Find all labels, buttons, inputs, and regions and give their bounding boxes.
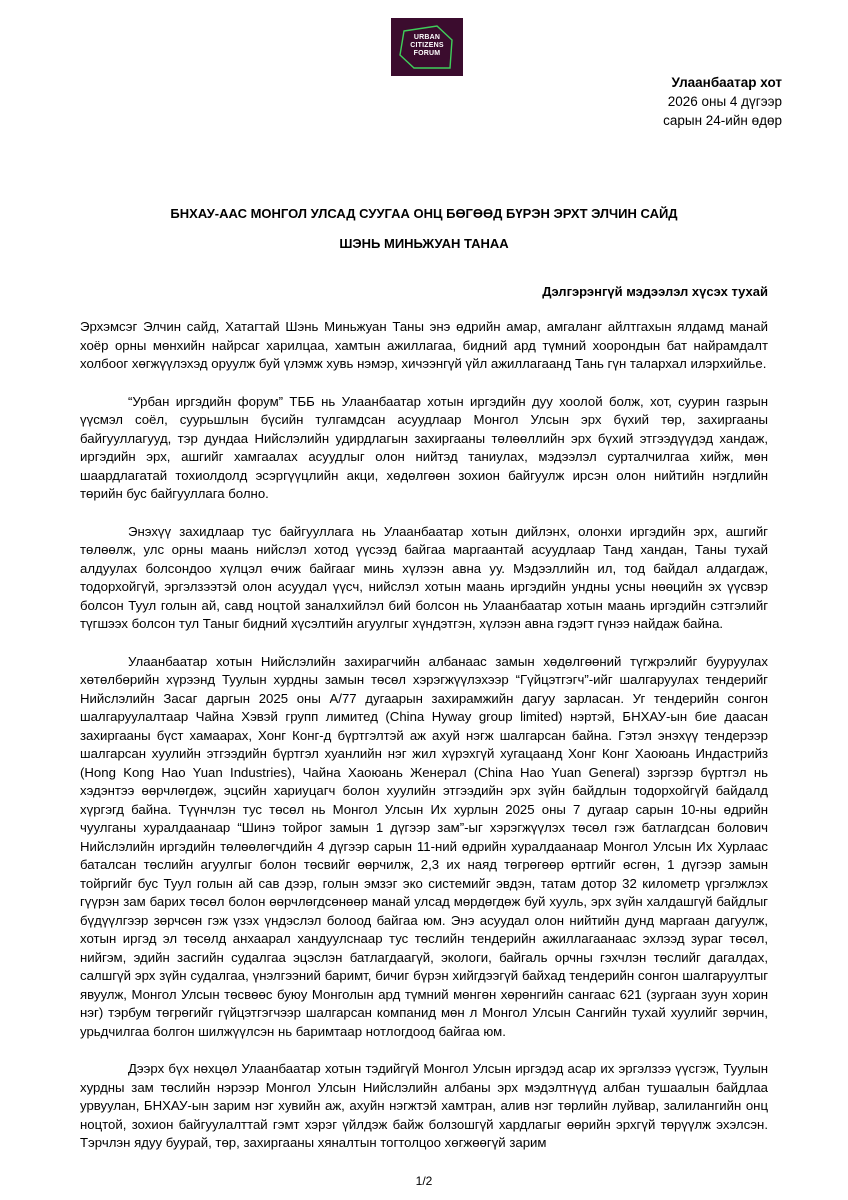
letter-subject: Дэлгэрэнгүй мэдээлэл хүсэх тухай bbox=[542, 284, 768, 299]
date-line-2: сарын 24-ийн өдөр bbox=[663, 113, 782, 128]
logo-text-line3: FORUM bbox=[413, 50, 441, 57]
urban-citizens-forum-logo bbox=[391, 18, 463, 76]
body-paragraph: Улаанбаатар хотын Нийслэлийн захирагчийн албанаас замын хөдөлгөөний түгжрэлийг бууруулах хөтөлбөрийн хүрээнд Туулын хурдны замын төсөл хэрэгжүүлэхээр “Гүйцэтгэгч”-ийг шалгаруулах тендерийг Нийслэлийн Засаг даргын 2025 оны А/77 дугаарын захирамжийн дагуу зарласан. Уг тендерийн сонгон шалгаруулалтаар Чайна Хэвэй групп лимитед (China Hyway group limited) нэртэй, БНХАУ-ын бие даасан захиргааны бүст хамаарах, Хонг Конг-д бүртгэлтэй аж ахуй нэгж шалгарсан байна. Гэтэл энэхүү тендерээр шалгарсан хуулийн этгээдийн бүртгэл хуанлийн нэг жил хүрэхгүй хугацаанд Хонг Конг Хаоюань Индастрийз (Hong Kong Hao Yuan Industries), Чайна Хаоюань Женерал (China Hao Yuan General) зэргээр бүртгэл нь хэдэнтээ өөрчлөгдөж, эцсийн хариуцагч болон хуулийн этгээдийн эрх зүйн байдлын тодорхойгүй байдалд хүргэгд байна. Түүнчлэн тус төсөл нь Монгол Улсын Их хурлын 2025 оны 7 дугаар сарын 10-ны өдрийн чуулганы хуралдаанаар “Шинэ тойрог замын 1 дүгээр зам”-ыг хэрэгжүүлэх төсөл гэж батлагдсан болович Нийслэлийн иргэдийн төлөөлөгчдийн 4 дүгээр сарын 11-ний өдрийн хуралдаанаар Монгол Улсын Их Хурлаас баталсан төслийн агуулгыг болон төсвийг өөрчилж, 2,3 их наяд төгрөгөөр өртгийг өсгөн, 1 дүгээр замын тойргийг бус Туул голын ай сав дээр, голын эмзэг эко системийг эвдэн, татам дотор 32 километр үргэлжлэх гүүрэн зам барих төсөл болон өөрчлөгдсөнөөр манай улсад мөрдөгдөж буй хууль, эрх зүйн халдашгүй байдлыг бүдүүлгээр зөрчсөн гэж үзэх үндэслэл болоод байгаа юм. Энэ асуудал олон нийтийн дунд маргаан дагуулж, хотын иргэд эл төсөлд анхаарал хандуулснаар тус төслийн тендерийн ажиллагаанаас эхлээд зураг төсөл, нийгэм, эдийн засгийн судалгаа эцэслэн батлагдаагүй, экологи, байгаль орчны гэхчлэн төслийг дагалдах, салшгүй эрх зүйн судалгаа, үнэлгээний баримт, бичиг бүрэн хийгдээгүй байхад тендерийн сонгон шалгаруултыг явуулж, Монгол Улсын төсвөөс буюу Монголын ард түмний мөнгөн хөрөнгийн сангаас 621 (зургаан зуун хорин нэг) тэрбум төгрөгийг гүйцэтгэгчээр шалгарсан компанид мөн л Монгол Улсын Сангийн тухай хуулийг зөрчин, урьдчилгаа болгон шилжүүлсэн нь баримтаар нотлогдоод байгаа юм. bbox=[80, 653, 768, 1039]
addressee-title-line1: БНХАУ-ААС МОНГОЛ УЛСАД СУУГАА ОНЦ БӨГӨӨД БҮРЭН ЭРХТ ЭЛЧИН САЙД bbox=[170, 206, 678, 221]
date-block bbox=[663, 73, 782, 130]
letter-body bbox=[80, 318, 768, 1172]
page-number: 1/2 bbox=[415, 1174, 433, 1188]
logo-text bbox=[391, 34, 463, 58]
logo-text-line2: CITIZENS bbox=[410, 42, 444, 49]
city-name: Улаанбаатар хот bbox=[671, 75, 782, 90]
body-paragraph: “Урбан иргэдийн форум” ТББ нь Улаанбаатар хотын иргэдийн дуу хоолой болж, хот, суурин газрын үүсмэл соёл, суурьшлын бүсийн тулгамдсан асуудлаар Монгол Улсын эрх бүхий төр, захиргааны байгууллагууд, тэр дундаа Нийслэлийн удирдлагын захиргааны төлөөллийн эрх бүхий этгээдүүдэд хандаж, иргэдийн эрх, ашгийг хамгаалах асуудлыг олон нийтэд таниулах, мэдээлэл сурталчилгаа хийж, мөн шаардлагатай тохиолдолд эсэргүүцлийн акци, хөдөлгөөн зохион байгуулж ирсэн олон нийтийн нэгдлийн төрийн бус байгууллага болно. bbox=[80, 393, 768, 501]
addressee-title-line2: ШЭНЬ МИНЬЖУАН ТАНАА bbox=[339, 236, 509, 251]
logo-text-line1: URBAN bbox=[413, 34, 441, 41]
body-paragraph: Дээрх бүх нөхцөл Улаанбаатар хотын тэдийгүй Монгол Улсын иргэдэд асар их эргэлзээ үүсгэж, Туулын хурдны зам төслийн нэрээр Монгол Улсын Нийслэлийн албаны эрх мэдэлтнүүд албан тушаалын байдлаа урвуулан, БНХАУ-ын зарим нэг хувийн аж, ахуйн нэгжтэй хамтран, алив нэг төрлийн луйвар, залилангийн онц ноцтой, зохион байгуулалттай гэмт хэрэг үйлдэж байж болзошгүй хардлагыг өөрийн эрхгүй төрүүлж эхэлсэн. Тэрчлэн ядуу буурай, төр, захиргааны хяналтын тогтолцоо хөгжөөгүй зарим bbox=[80, 1061, 768, 1150]
body-paragraph: Энэхүү захидлаар тус байгууллага нь Улаанбаатар хотын дийлэнх, олонхи иргэдийн эрх, ашгийг төлөөлж, улс орны маань нийслэл хотод үүсээд байгаа маргаантай асуудлаар Танд хандан, Таны тухай алдуулах болсондоо хүлцэл өчиж байгааг минь хүлээн авна уу. Мэдээллийн ил, тод байдал алдагдаж, тодорхойгүй, эргэлзээтэй олон асуудал үүсч, нийслэл хотын маань иргэдийн ундны усны нөөцийн эх үүсвэр болсон Туул голын ай, савд ноцтой заналхийлэл бий болсон нь Улаанбаатар хотын маань иргэдийн сэтгэлийг түгшээх болсон тул Таныг бидний хүсэлтийн агуулгыг хүндэтгэн, хүлээн авна гэдэгт гүнээ найдаж байна. bbox=[80, 523, 768, 631]
date-line-1: 2026 оны 4 дүгээр bbox=[667, 94, 782, 109]
body-paragraph: Эрхэмсэг Элчин сайд, Хатагтай Шэнь Миньжуан Таны энэ өдрийн амар, амгаланг айлтгахын ялдамд манай хоёр орны мөнхийн найрсаг харилцаа, хамтын ажиллагаа, бидний ард түмний хоорондын бат найрамдалт холбоог хөгжүүлэхэд оруулж буй үлэмж хувь нэмэр, хичээнгүй үйл ажиллагаанд Тань гүн талархал илэрхийлье. bbox=[80, 319, 768, 371]
